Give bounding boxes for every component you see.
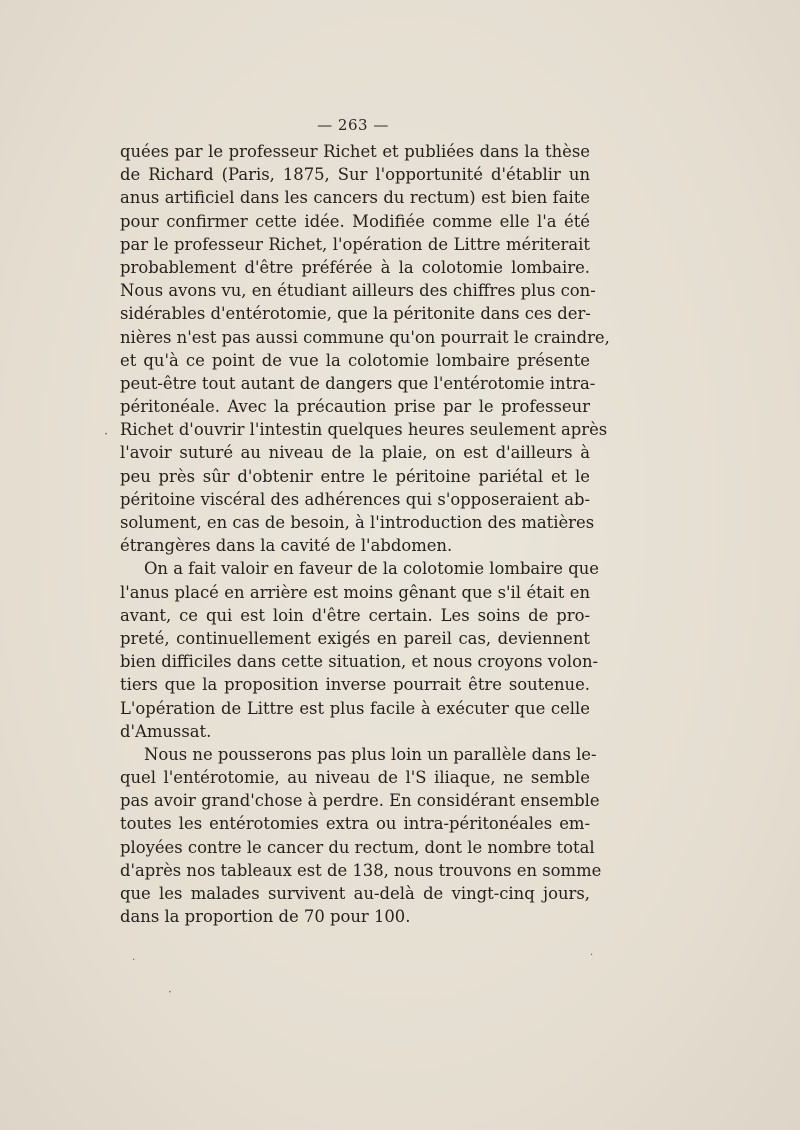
ink-speck: · [132, 955, 136, 966]
page-number: — 263 — [317, 116, 389, 134]
text-line: Nous avons vu, en étudiant ailleurs des chiffres plus con- [120, 281, 596, 301]
text-line: toutes les entérotomies extra ou intra-péritonéales em- [120, 814, 590, 834]
text-line: que les malades survivent au-delà de vingt-cinq jours, [120, 884, 590, 903]
text-line: ployées contre le cancer du rectum, dont le nombre total [120, 837, 595, 857]
text-line: l'avoir suturé au niveau de la plaie, on est d'ailleurs à [120, 443, 590, 463]
text-line: L'opération de Littre est plus facile à exécuter que celle [120, 698, 590, 718]
text-line: bien difficiles dans cette situation, et nous croyons volon- [120, 652, 599, 672]
text-line: On a fait valoir en faveur de la colotomie lombaire que [144, 559, 599, 579]
text-line: preté, continuellement exigés en pareil cas, deviennent [120, 628, 590, 648]
text-line: anus artificiel dans les cancers du rectum) est bien faite [120, 188, 590, 208]
text-line: dans la proportion de 70 pour 100. [120, 907, 411, 927]
text-line: par le professeur Richet, l'opération de Littre mériterait [120, 234, 590, 254]
text-line: péritonéale. Avec la précaution prise par le professeur [120, 397, 590, 417]
text-line: pour confirmer cette idée. Modifiée comme elle l'a été [120, 211, 590, 231]
text-line: péritoine viscéral des adhérences qui s'opposeraient ab- [120, 489, 590, 509]
text-line: avant, ce qui est loin d'être certain. Les soins de pro- [120, 605, 590, 625]
text-line: Nous ne pousserons pas plus loin un parallèle dans le- [144, 744, 597, 764]
text-line: tiers que la proposition inverse pourrait être soutenue. [120, 675, 590, 695]
text-line: l'anus placé en arrière est moins gênant que s'il était en [120, 582, 590, 602]
ink-speck: · [168, 985, 172, 999]
text-line: probablement d'être préférée à la colotomie lombaire. [120, 257, 590, 277]
text-line: peu près sûr d'obtenir entre le péritoine pariétal et le [120, 466, 590, 486]
text-line: quel l'entérotomie, au niveau de l'S iliaque, ne semble [120, 768, 590, 788]
body-text [120, 140, 610, 928]
text-line: pas avoir grand'chose à perdre. En considérant ensemble [120, 791, 600, 811]
ink-speck: · [590, 950, 594, 961]
text-line: d'Amussat. [120, 721, 212, 741]
ink-speck: · [104, 427, 109, 442]
text-line: d'après nos tableaux est de 138, nous trouvons en somme [120, 860, 602, 880]
text-line: de Richard (Paris, 1875, Sur l'opportunité d'établir un [120, 165, 590, 185]
text-line: solument, en cas de besoin, à l'introduction des matières [120, 513, 595, 532]
text-line: sidérables d'entérotomie, que la péritonite dans ces der- [120, 304, 591, 324]
text-line: Richet d'ouvrir l'intestin quelques heures seulement après [120, 420, 608, 440]
text-line: étrangères dans la cavité de l'abdomen. [120, 536, 453, 556]
text-line: peut-être tout autant de dangers que l'entérotomie intra- [120, 373, 596, 393]
text-line: et qu'à ce point de vue la colotomie lombaire présente [120, 350, 590, 370]
text-line: quées par le professeur Richet et publiées dans la thèse [120, 142, 590, 161]
text-line: nières n'est pas aussi commune qu'on pourrait le craindre, [120, 327, 610, 347]
